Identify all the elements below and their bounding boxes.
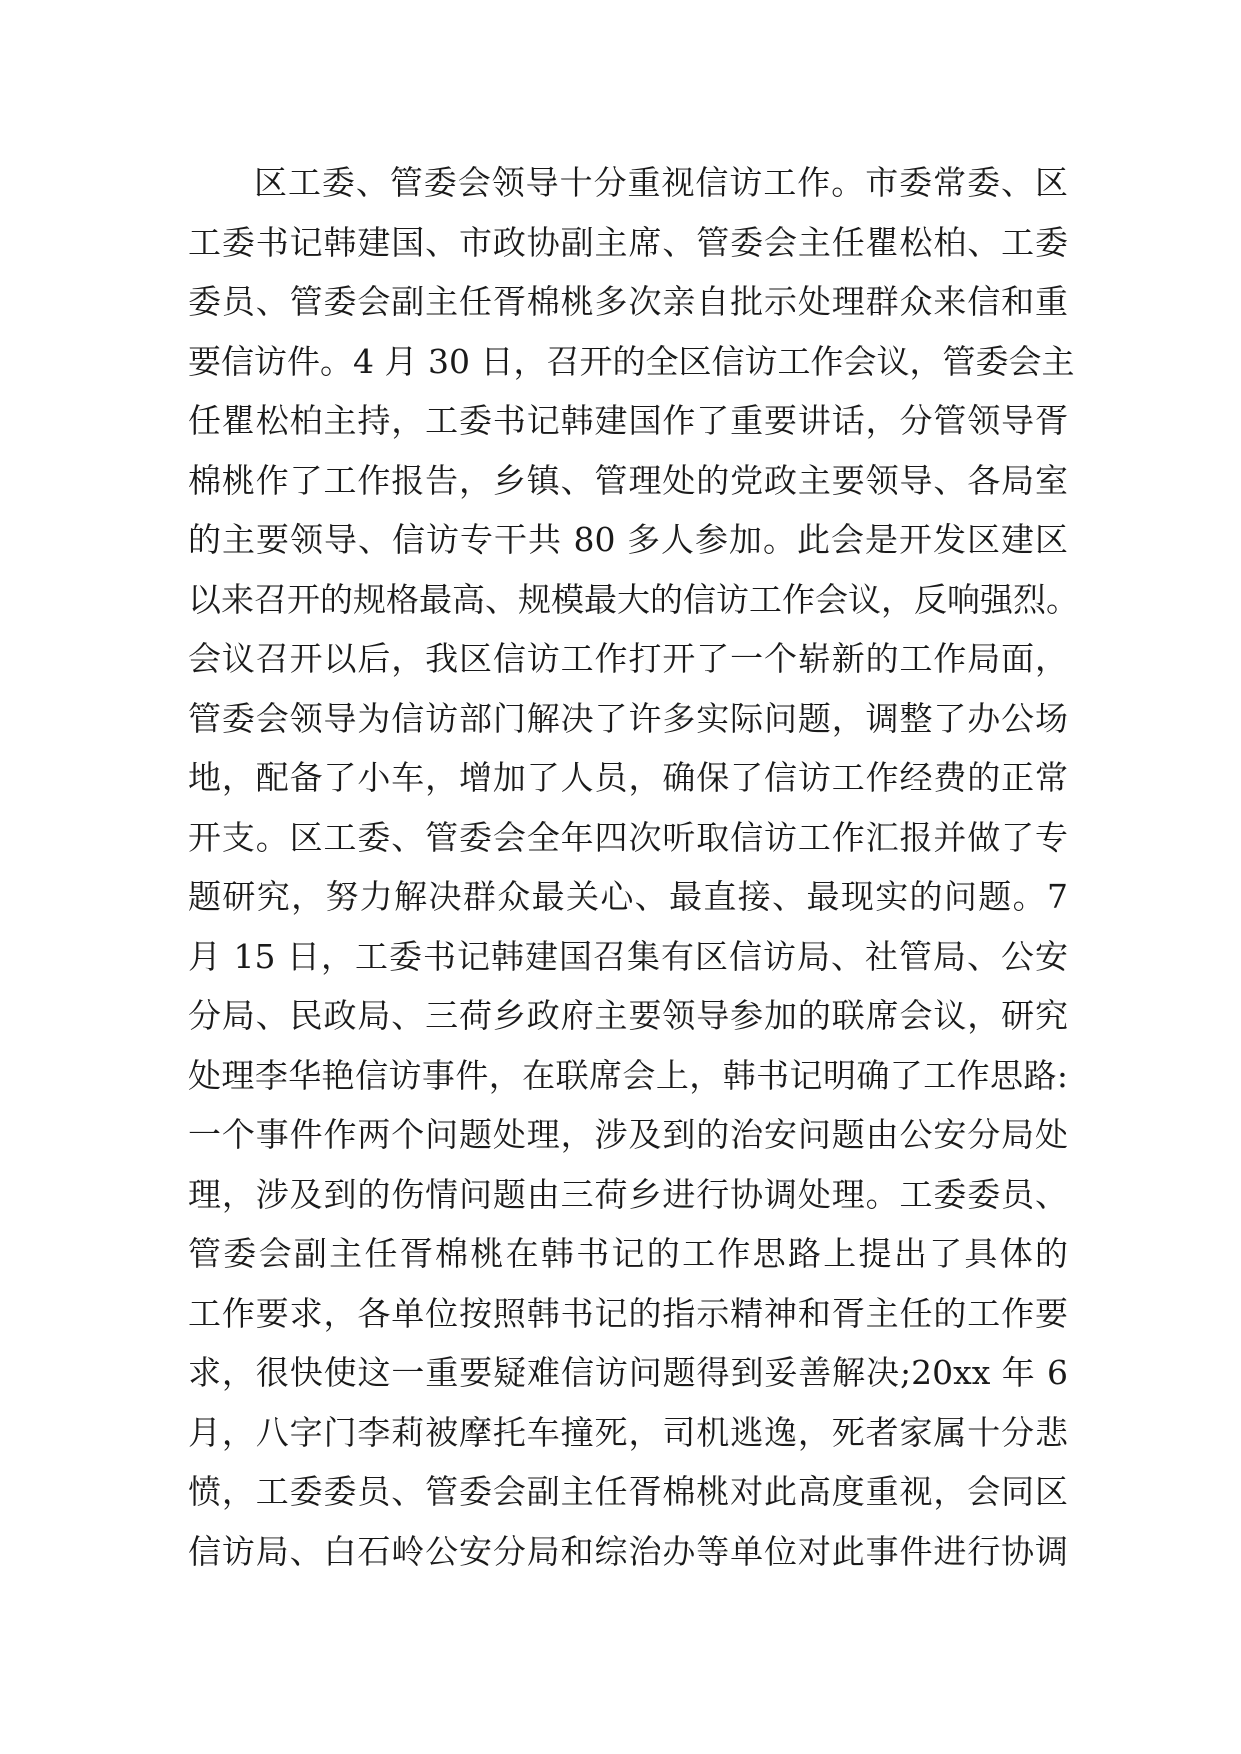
paragraph-line: 愤，工委委员、管委会副主任胥棉桃对此高度重视，会同区 [188,1472,1068,1511]
paragraph-line: 分局、民政局、三荷乡政府主要领导参加的联席会议，研究 [188,996,1068,1035]
paragraph-line: 会议召开以后，我区信访工作打开了一个崭新的工作局面， [188,639,1068,678]
paragraph-line: 处理李华艳信访事件，在联席会上，韩书记明确了工作思路: [188,1055,1068,1095]
paragraph-line: 要信访件。4 月 30 日，召开的全区信访工作会议，管委会主 [188,341,1075,381]
paragraph-line: 工作要求，各单位按照韩书记的指示精神和胥主任的工作要 [188,1293,1068,1333]
body-paragraph [188,153,1079,1581]
paragraph-line: 区工委、管委会领导十分重视信访工作。市委常委、区 [254,163,1068,202]
paragraph-line: 理，涉及到的伤情问题由三荷乡进行协调处理。工委委员、 [188,1174,1068,1214]
paragraph-line: 委员、管委会副主任胥棉桃多次亲自批示处理群众来信和重 [188,282,1068,321]
paragraph-line: 管委会领导为信访部门解决了许多实际问题，调整了办公场 [188,698,1068,738]
paragraph-line: 工委书记韩建国、市政协副主席、管委会主任瞿松柏、工委 [188,222,1068,262]
paragraph-line: 月，八字门李莉被摩托车撞死，司机逃逸，死者家属十分悲 [188,1412,1068,1452]
paragraph-line: 题研究，努力解决群众最关心、最直接、最现实的问题。7 [188,877,1068,916]
paragraph-line: 开支。区工委、管委会全年四次听取信访工作汇报并做了专 [188,817,1068,857]
paragraph-line: 一个事件作两个问题处理，涉及到的治安问题由公安分局处 [188,1115,1068,1154]
paragraph-line: 以来召开的规格最高、规模最大的信访工作会议，反响强烈。 [188,579,1079,619]
paragraph-line: 的主要领导、信访专干共 80 多人参加。此会是开发区建区 [188,520,1068,559]
paragraph-line: 地，配备了小车，增加了人员，确保了信访工作经费的正常 [188,758,1068,797]
paragraph-line: 求，很快使这一重要疑难信访问题得到妥善解决;20xx 年 6 [188,1353,1068,1392]
paragraph-line: 管委会副主任胥棉桃在韩书记的工作思路上提出了具体的 [188,1234,1068,1273]
paragraph-line: 任瞿松柏主持，工委书记韩建国作了重要讲话，分管领导胥 [188,401,1068,440]
paragraph-line: 月 15 日，工委书记韩建国召集有区信访局、社管局、公安 [188,936,1068,976]
paragraph-line: 信访局、白石岭公安分局和综治办等单位对此事件进行协调 [188,1531,1068,1571]
paragraph-line: 棉桃作了工作报告，乡镇、管理处的党政主要领导、各局室 [188,460,1068,500]
